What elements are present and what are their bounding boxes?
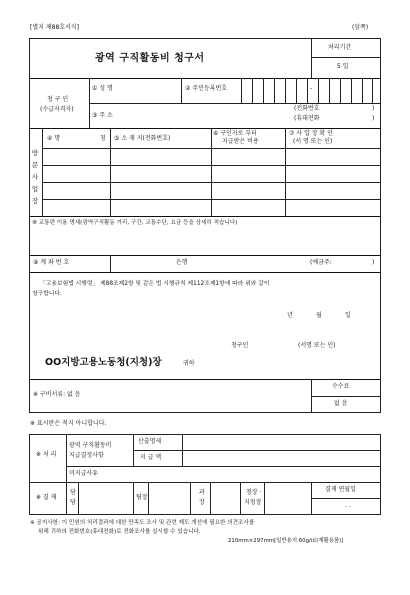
pay-detail-label: 산출명세 (138, 438, 162, 445)
address-label: ③ 주 소 (92, 112, 113, 119)
form-number: [별지 제88호서식] (30, 24, 79, 31)
col-seek-cost: ⑥ 구인자로 부터 (213, 130, 257, 137)
bank-label: 은행 (176, 259, 188, 266)
col-address: ⑤ 소 재 지(전화번호) (114, 135, 171, 142)
processing-period-value: 5 일 (337, 63, 349, 70)
rrn-label: ② 주민등록번호 (185, 85, 228, 92)
form-title: 광역 구직활동비 청구서 (95, 53, 205, 64)
col-name: ④ 명 (47, 135, 61, 142)
col-confirm: ⑦ 사 업 장 확 인 (289, 130, 333, 137)
statement-line1: 「고용보험법 시행령」 제88조제2항 및 같은 법 시행규칙 제112조제1항에 따라 위와 같이 (40, 281, 270, 287)
transport-label: ⑧ 교통편 이용 명세(광역구직활동 거리, 구간, 교통수단, 요금 등을 상세히 적습니다) (32, 220, 238, 226)
name-label: ① 성 명 (92, 85, 113, 92)
approver-head: 청장 · (246, 489, 262, 496)
date-day: 일 (345, 312, 351, 319)
mobile-label: (휴대전화 (294, 115, 320, 122)
fee-value: 없 음 (334, 400, 348, 407)
account-holder-label: (예금주: (310, 259, 332, 266)
footer-note-line1: ※ 공지사항: 이 민원의 처리결과에 대한 만족도 조사 및 관련 제도 개선에 필요한 의견조사를 (30, 520, 255, 526)
phone-label: (전화번호 (294, 105, 320, 112)
claimant-label: 청 구 인 (47, 96, 69, 103)
date-year: 년 (287, 312, 293, 319)
signature-sign: (서명 또는 인) (298, 342, 336, 349)
pay-amount-label: 지 급 액 (140, 454, 162, 461)
office-name: OO지방고용노동청(지청)장 (45, 357, 162, 368)
claimant-sublabel: (수급자격자) (40, 106, 74, 113)
visited-workplace-label: 방문사업장 (31, 149, 39, 205)
approver-section: 과 (199, 489, 205, 496)
nonpay-reason-label: 미지급사유 (69, 470, 98, 477)
processing-side-label: ※ 처 리 (36, 451, 57, 458)
footer-note-line2: 위해 귀하의 전화번호(휴대전화)로 전화조사를 실시할 수 있습니다. (38, 529, 201, 535)
office-suffix: 귀하 (183, 360, 195, 367)
fee-label: 수수료 (332, 383, 350, 390)
approval-date-dots: . . (345, 502, 351, 509)
account-label: ⑨ 계 좌 번 호 (33, 259, 70, 266)
approver-team: 팀장 (136, 494, 148, 501)
required-docs: ※ 구비서류: 없 음 (33, 391, 81, 398)
paper-spec: 210mm×297mm[일반용지 60g/㎡(재활용품)] (228, 538, 344, 544)
front-side-label: (앞쪽) (352, 24, 369, 31)
statement-line2: 청구합니다. (32, 291, 62, 297)
date-month: 월 (316, 312, 322, 319)
approval-side-label: ※ 결 재 (36, 494, 57, 501)
approver-charge: 담 (70, 489, 76, 496)
pay-decision-label: 광역 구직활동비 (69, 442, 112, 449)
notice-mark: ※ 표시란은 적지 아니합니다. (30, 420, 107, 427)
processing-period-label: 처리기간 (328, 44, 352, 51)
approval-date-label: 결재 연월일 (325, 486, 356, 493)
signature-claimant: 청구인 (231, 342, 249, 349)
